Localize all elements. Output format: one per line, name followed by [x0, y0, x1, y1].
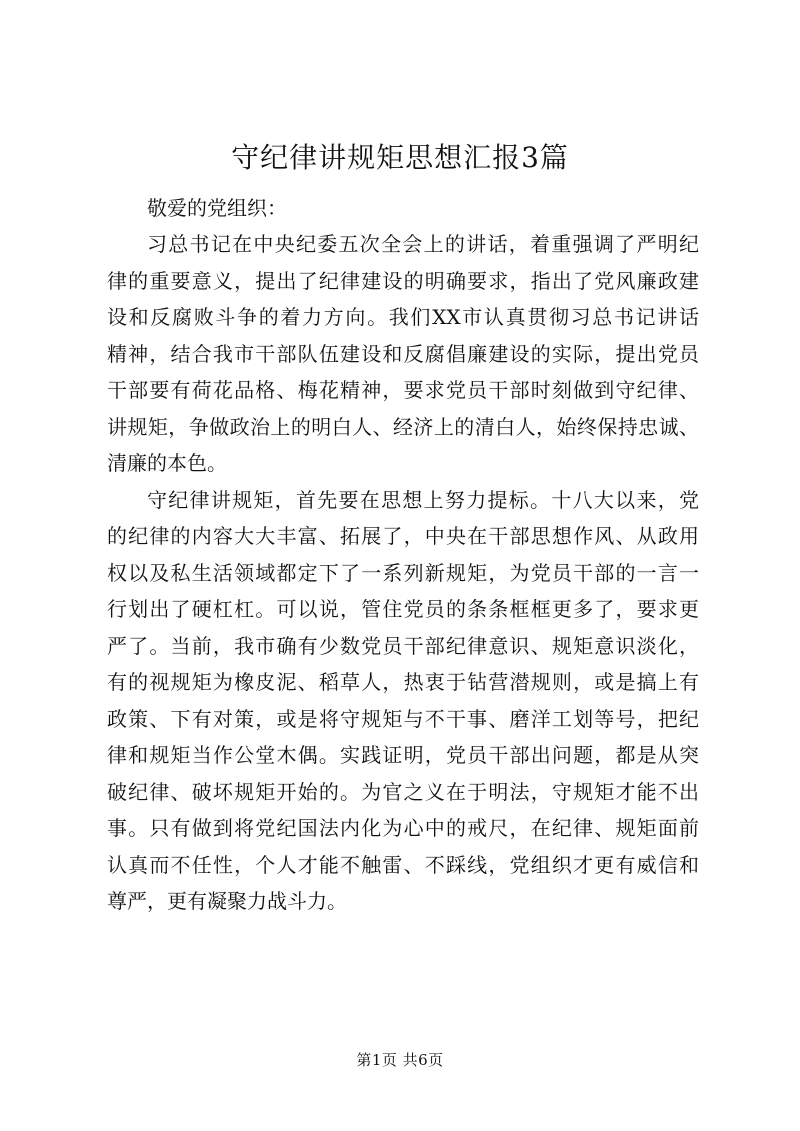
paragraph-line: 认真而不任性，个人才能不触雷、不踩线，党组织才更有威信和 — [107, 852, 699, 877]
paragraph-line: 精神，结合我市干部队伍建设和反腐倡廉建设的实际，提出党员 — [107, 341, 699, 366]
paragraph-line: 设和反腐败斗争的着力方向。我们XX市认真贯彻习总书记讲话 — [107, 305, 699, 329]
paragraph-line: 破纪律、破坏规矩开始的。为官之义在于明法，守规矩才能不出 — [107, 779, 699, 804]
salutation: 敬爱的党组织： — [147, 196, 287, 220]
paragraph-line: 尊严，更有凝聚力战斗力。 — [107, 889, 347, 913]
paragraph-line: 清廉的本色。 — [107, 451, 227, 475]
paragraph-line: 的纪律的内容大大丰富、拓展了，中央在干部思想作风、从政用 — [107, 524, 699, 548]
paragraph-line: 权以及私生活领域都定下了一系列新规矩，为党员干部的一言一 — [107, 560, 699, 585]
page-number: 第1页 共6页 — [356, 1051, 444, 1069]
paragraph-line: 律的重要意义，提出了纪律建设的明确要求，指出了党风廉政建 — [107, 268, 699, 293]
paragraph-line: 有的视规矩为橡皮泥、稻草人，热衷于钻营潜规则，或是搞上有 — [107, 670, 699, 694]
paragraph-line: 政策、下有对策，或是将守规矩与不干事、磨洋工划等号，把纪 — [107, 706, 699, 731]
paragraph-line: 讲规矩，争做政治上的明白人、经济上的清白人，始终保持忠诚、 — [107, 414, 699, 439]
paragraph-line: 严了。当前，我市确有少数党员干部纪律意识、规矩意识淡化， — [107, 633, 699, 658]
paragraph-line: 事。只有做到将党纪国法内化为心中的戒尺，在纪律、规矩面前 — [107, 816, 699, 840]
paragraph-2 — [107, 482, 699, 920]
document-title: 守纪律讲规矩思想汇报3篇 — [231, 141, 569, 174]
paragraph-line: 律和规矩当作公堂木偶。实践证明，党员干部出问题，都是从突 — [107, 743, 699, 767]
paragraph-line: 干部要有荷花品格、梅花精神，要求党员干部时刻做到守纪律、 — [107, 378, 699, 402]
document-body — [107, 190, 699, 920]
paragraph-line: 守纪律讲规矩，首先要在思想上努力提标。十八大以来，党 — [147, 487, 699, 512]
paragraph-line: 习总书记在中央纪委五次全会上的讲话，着重强调了严明纪 — [147, 232, 699, 256]
paragraph-line: 行划出了硬杠杠。可以说，管住党员的条条框框更多了，要求更 — [107, 597, 699, 621]
paragraph-1 — [107, 226, 699, 482]
